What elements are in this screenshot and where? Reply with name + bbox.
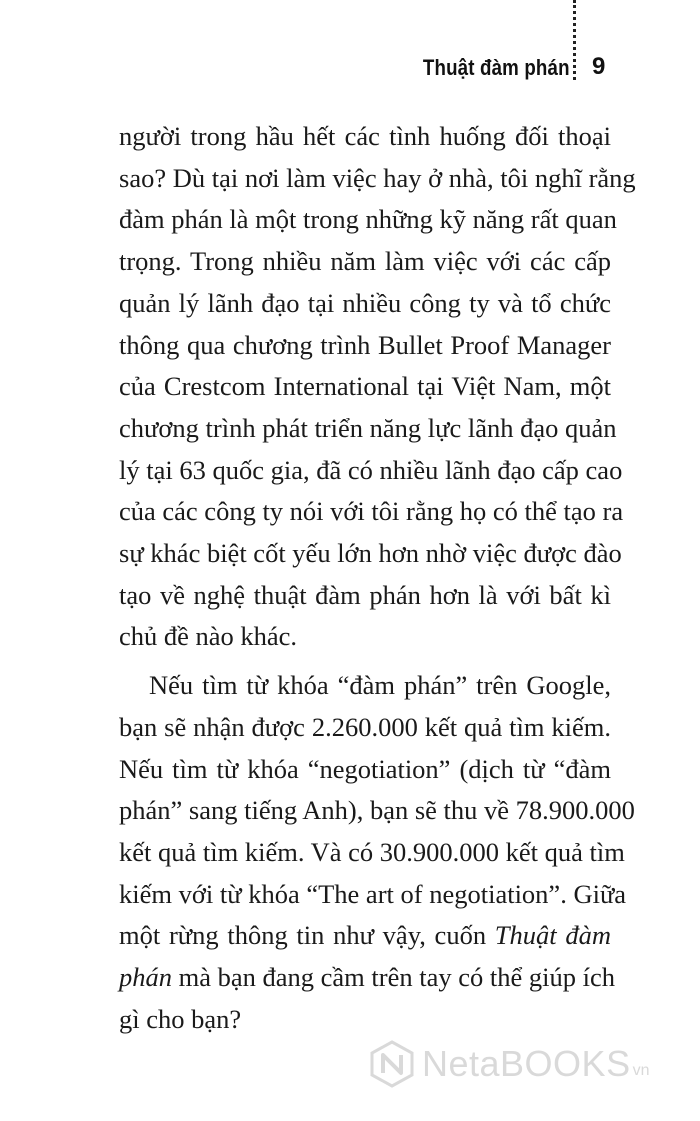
text-line: trọng. Trong nhiều năm làm việc với các cấp xyxy=(119,246,611,277)
text-line: của các công ty nói với tôi rằng họ có thể tạo ra xyxy=(119,496,624,527)
watermark-text: NetaBOOKS xyxy=(422,1043,631,1084)
text-line xyxy=(119,957,615,999)
text-line: tạo về nghệ thuật đàm phán hơn là với bất kì xyxy=(119,579,611,610)
text-line: chủ đề nào khác. xyxy=(119,621,298,652)
text-line: gì cho bạn? xyxy=(119,1003,242,1034)
watermark-suffix: vn xyxy=(632,1062,650,1079)
text-line: thông qua chương trình Bullet Proof Manager xyxy=(119,329,611,360)
dotted-divider xyxy=(573,0,580,80)
text-line: bạn sẽ nhận được 2.260.000 kết quả tìm kiếm. xyxy=(119,711,611,742)
text-run: mà bạn đang cầm trên tay có thể giúp ích xyxy=(178,962,615,993)
paragraph-gap xyxy=(119,658,611,665)
text-line: kết quả tìm kiếm. Và có 30.900.000 kết quả tìm xyxy=(119,836,625,867)
text-line: chương trình phát triển năng lực lãnh đạo quản xyxy=(119,412,617,443)
text-line: đàm phán là một trong những kỹ năng rất quan xyxy=(119,204,617,235)
page-number: 9 xyxy=(592,53,606,80)
text-line: sự khác biệt cốt yếu lớn hơn nhờ việc được đào xyxy=(119,538,622,569)
running-head: Thuật đàm phán xyxy=(423,55,570,80)
watermark xyxy=(368,1040,650,1088)
text-run: một rừng thông tin như vậy, cuốn xyxy=(119,920,487,951)
text-line: phán” sang tiếng Anh), bạn sẽ thu về 78.900.000 xyxy=(119,795,635,826)
text-line xyxy=(119,915,611,957)
netabooks-logo-icon xyxy=(368,1040,416,1088)
book-title-italic: Thuật đàm xyxy=(494,920,611,951)
text-line: kiếm với từ khóa “The art of negotiation”. Giữa xyxy=(119,878,627,909)
text-line-indented xyxy=(119,665,611,707)
text-line: sao? Dù tại nơi làm việc hay ở nhà, tôi nghĩ rằng xyxy=(119,162,636,193)
text-line: của Crestcom International tại Việt Nam, một xyxy=(119,371,611,402)
text-line: lý tại 63 quốc gia, đã có nhiều lãnh đạo cấp cao xyxy=(119,454,623,485)
text-line: Nếu tìm từ khóa “negotiation” (dịch từ “đàm xyxy=(119,753,611,784)
text-line: người trong hầu hết các tình huống đối thoại xyxy=(119,121,611,151)
page-body xyxy=(119,116,636,1040)
text-line: quản lý lãnh đạo tại nhiều công ty và tổ chức xyxy=(119,287,611,318)
book-title-italic: phán xyxy=(119,962,172,993)
text-run: Nếu tìm từ khóa “đàm phán” trên Google, xyxy=(149,670,611,701)
